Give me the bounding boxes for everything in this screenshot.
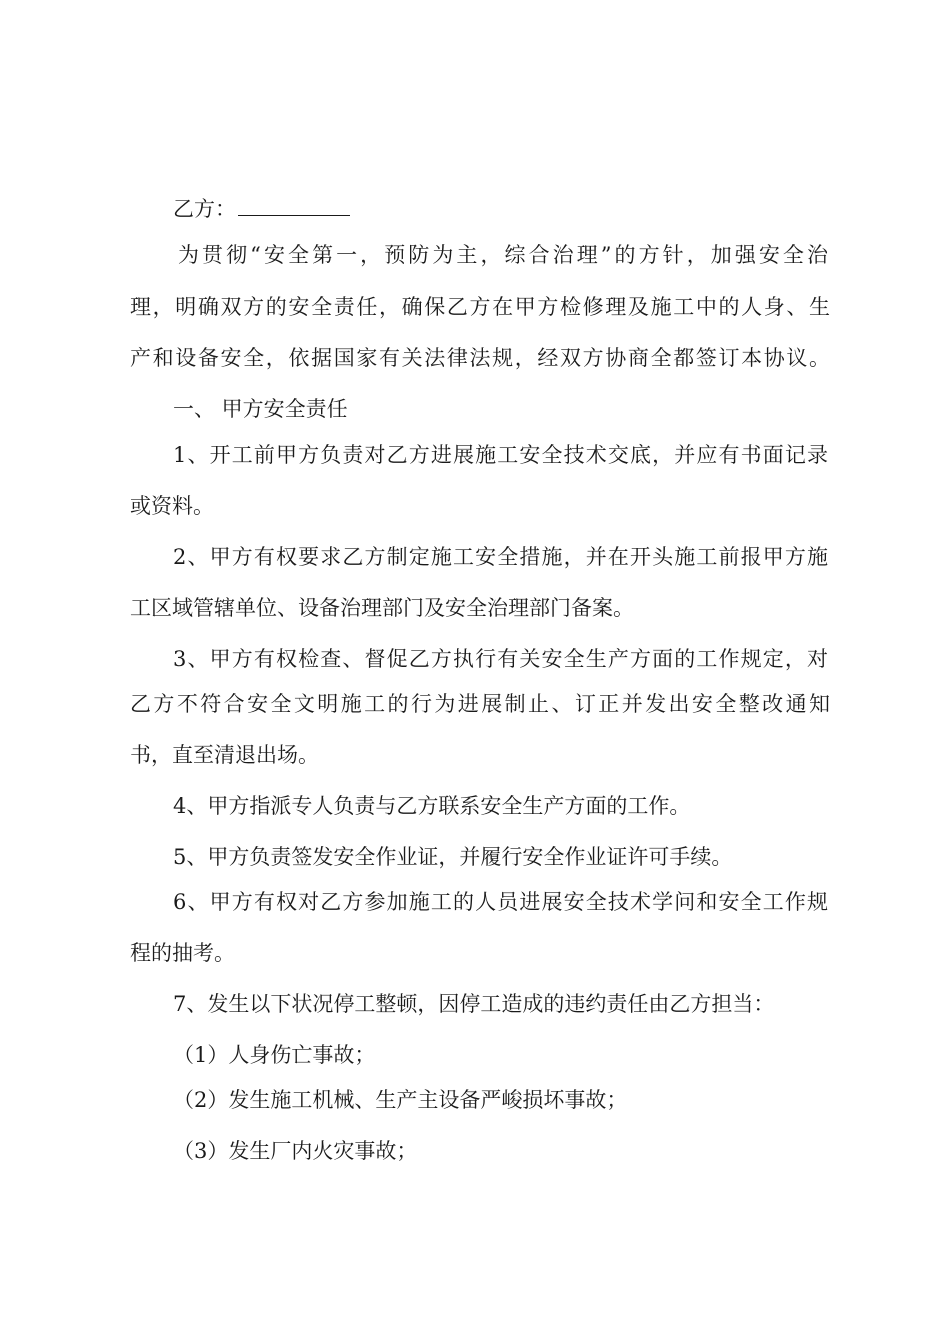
section-heading: 一、 甲方安全责任 <box>173 397 348 421</box>
item-4: 4、甲方指派专人负责与乙方联系安全生产方面的工作。 <box>173 794 691 818</box>
item-6-line-2: 程的抽考。 <box>130 941 235 965</box>
party-b-line <box>173 197 350 221</box>
intro-line-1: 为贯彻“安全第一，预防为主，综合治理”的方针，加强安全治 <box>178 243 828 267</box>
item-3-line-1: 3、甲方有权检查、督促乙方执行有关安全生产方面的工作规定，对 <box>173 647 828 671</box>
item-3-line-3: 书，直至清退出场。 <box>130 743 319 767</box>
item-6-line-1: 6、甲方有权对乙方参加施工的人员进展安全技术学问和安全工作规 <box>173 890 828 914</box>
party-b-label: 乙方： <box>173 197 236 221</box>
item-2-line-1: 2、甲方有权要求乙方制定施工安全措施，并在开头施工前报甲方施 <box>173 545 828 569</box>
item-3-line-2: 乙方不符合安全文明施工的行为进展制止、订正并发出安全整改通知 <box>130 692 830 716</box>
item-5: 5、甲方负责签发安全作业证，并履行安全作业证许可手续。 <box>173 845 733 869</box>
item-1-line-1: 1、开工前甲方负责对乙方进展施工安全技术交底，并应有书面记录 <box>173 443 828 467</box>
item-7: 7、发生以下状况停工整顿，因停工造成的违约责任由乙方担当： <box>173 992 775 1016</box>
item-1-line-2: 或资料。 <box>130 494 214 518</box>
intro-line-2: 理，明确双方的安全责任，确保乙方在甲方检修理及施工中的人身、生 <box>130 295 830 319</box>
sub-item-1: （1）人身伤亡事故； <box>173 1043 376 1067</box>
intro-line-3: 产和设备安全，依据国家有关法律法规，经双方协商全都签订本协议。 <box>130 346 830 370</box>
item-2-line-2: 工区域管辖单位、设备治理部门及安全治理部门备案。 <box>130 596 634 620</box>
sub-item-3: （3）发生厂内火灾事故； <box>173 1139 418 1163</box>
sub-item-2: （2）发生施工机械、生产主设备严峻损坏事故； <box>173 1088 628 1112</box>
party-b-blank <box>238 197 350 216</box>
